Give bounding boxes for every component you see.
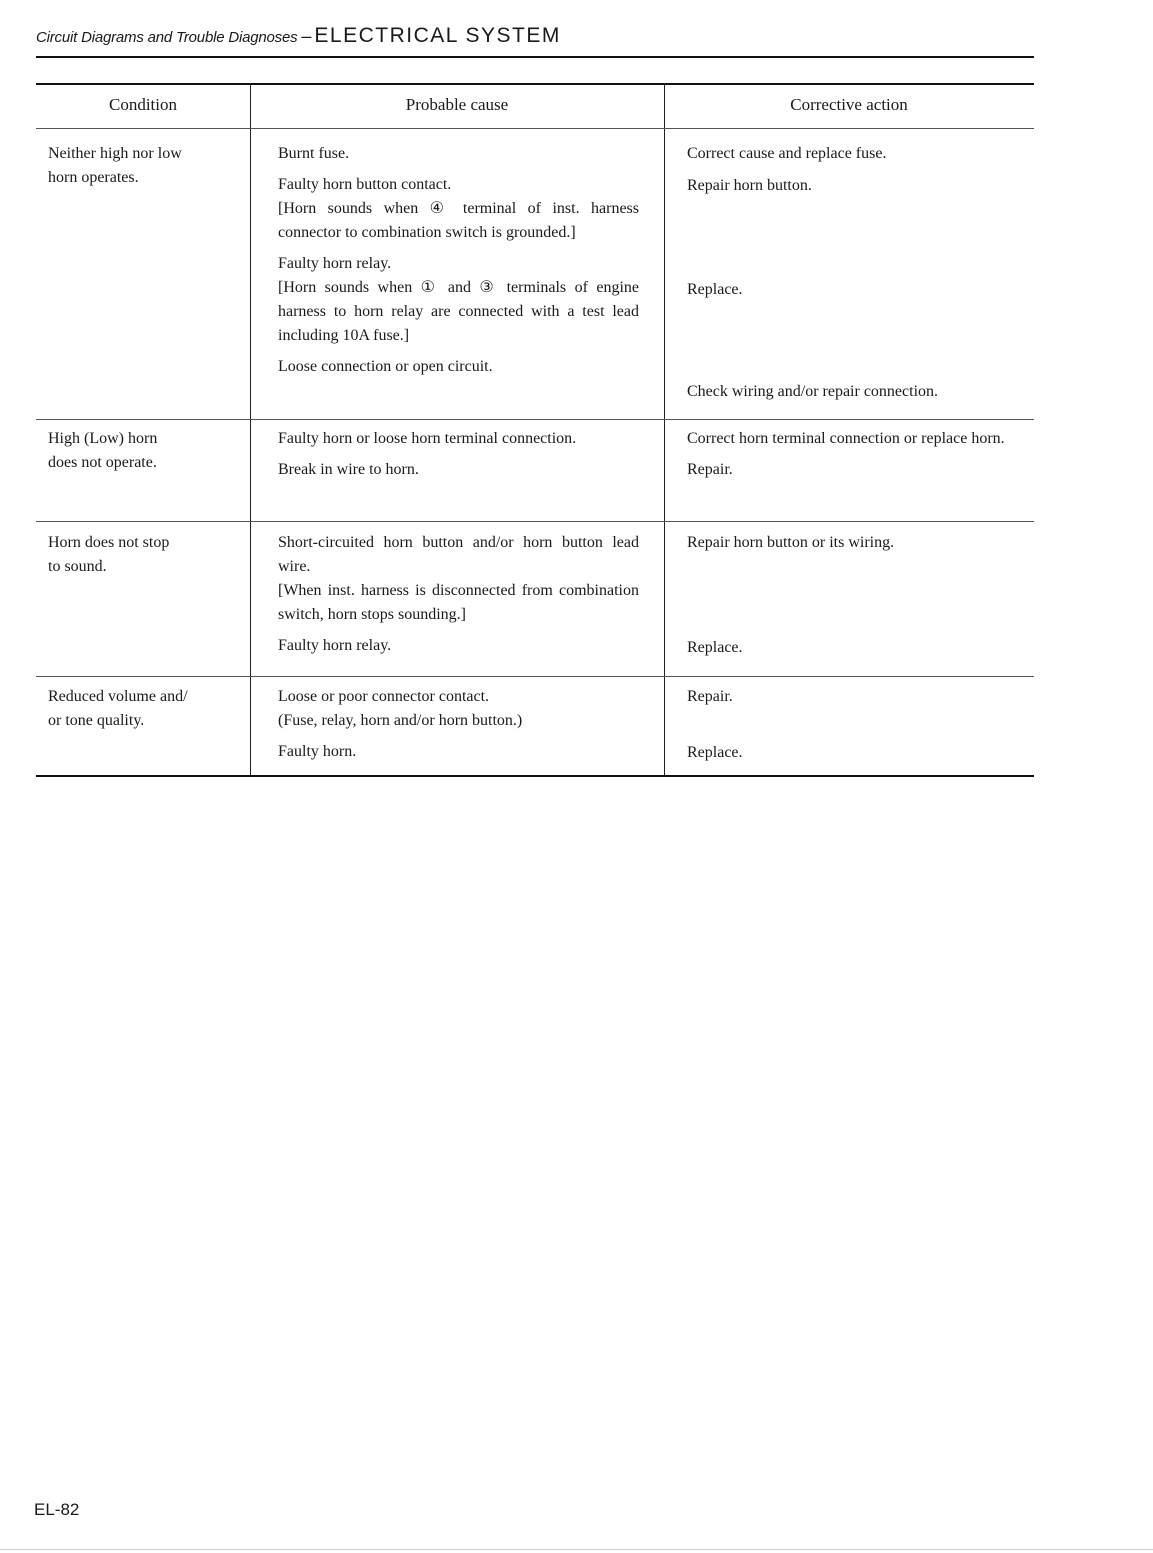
- condition-line: Neither high nor low: [48, 145, 182, 162]
- column-divider-2: [664, 83, 665, 775]
- column-header-action: Corrective action: [790, 95, 908, 114]
- header-subtitle: Circuit Diagrams and Trouble Diagnoses: [36, 29, 298, 46]
- action-item: Correct cause and replace fuse.: [687, 145, 887, 162]
- action-item: Correct horn terminal connection or replace horn.: [687, 430, 1005, 447]
- table-row-2-action: [687, 427, 1032, 489]
- cause-item: Burnt fuse.: [278, 145, 350, 162]
- table-row-1-cause: [278, 142, 639, 386]
- condition-line: to sound.: [48, 558, 107, 575]
- condition-line: High (Low) horn: [48, 430, 158, 447]
- condition-line: Reduced volume and/: [48, 688, 188, 705]
- header-title: ELECTRICAL SYSTEM: [314, 24, 561, 47]
- table-bottom-rule: [36, 775, 1034, 777]
- action-item: Repair.: [687, 688, 733, 705]
- action-item: Replace.: [687, 639, 743, 656]
- cause-item: Faulty horn relay.: [278, 255, 392, 272]
- header-rule: [36, 56, 1034, 58]
- page-header: [36, 24, 1036, 48]
- cause-note: [Horn sounds when ④ terminal of inst. harness connector to combination switch is grounded.]: [278, 200, 639, 241]
- row-separator: [36, 676, 1034, 677]
- condition-line: does not operate.: [48, 454, 157, 471]
- cause-item: Break in wire to horn.: [278, 461, 419, 478]
- table-row-3-cause: [278, 531, 639, 665]
- row-separator: [36, 419, 1034, 420]
- column-divider-1: [250, 83, 251, 775]
- cause-item: Short-circuited horn button and/or horn button lead wire.: [278, 534, 639, 575]
- table-row-3-condition: [48, 531, 243, 579]
- page-number: EL-82: [34, 1500, 80, 1519]
- cause-item: Faulty horn relay.: [278, 637, 392, 654]
- table-row-4-condition: [48, 685, 243, 733]
- cause-note: [Horn sounds when ① and ③ terminals of engine harness to horn relay are connected with a test lead including 10A fuse.]: [278, 279, 639, 344]
- cause-item: Faulty horn or loose horn terminal connection.: [278, 430, 577, 447]
- table-row-1-condition: [48, 142, 243, 190]
- header-separator: [36, 128, 1034, 129]
- table-row-4-cause: [278, 685, 639, 771]
- action-item: Repair horn button or its wiring.: [687, 534, 895, 551]
- action-item: Replace.: [687, 744, 743, 761]
- action-item: Repair horn button.: [687, 177, 812, 194]
- header-dash: –: [301, 26, 312, 46]
- action-item: Check wiring and/or repair connection.: [687, 383, 939, 400]
- table-row-2-cause: [278, 427, 639, 489]
- cause-item: Loose or poor connector contact.: [278, 688, 490, 705]
- cause-item: Faulty horn button contact.: [278, 176, 452, 193]
- page-bottom-rule: [0, 1549, 1153, 1550]
- column-header-cause: Probable cause: [405, 95, 509, 114]
- condition-line: or tone quality.: [48, 712, 145, 729]
- condition-line: horn operates.: [48, 169, 139, 186]
- cause-note: [When inst. harness is disconnected from combination switch, horn stops sounding.]: [278, 582, 639, 623]
- cause-item: Faulty horn.: [278, 743, 357, 760]
- cause-note: (Fuse, relay, horn and/or horn button.): [278, 712, 523, 729]
- condition-line: Horn does not stop: [48, 534, 170, 551]
- action-item: Repair.: [687, 461, 733, 478]
- column-header-condition: Condition: [108, 95, 177, 114]
- table-top-rule: [36, 83, 1034, 85]
- action-item: Replace.: [687, 281, 743, 298]
- cause-item: Loose connection or open circuit.: [278, 358, 493, 375]
- table-row-2-condition: [48, 427, 243, 475]
- row-separator: [36, 521, 1034, 522]
